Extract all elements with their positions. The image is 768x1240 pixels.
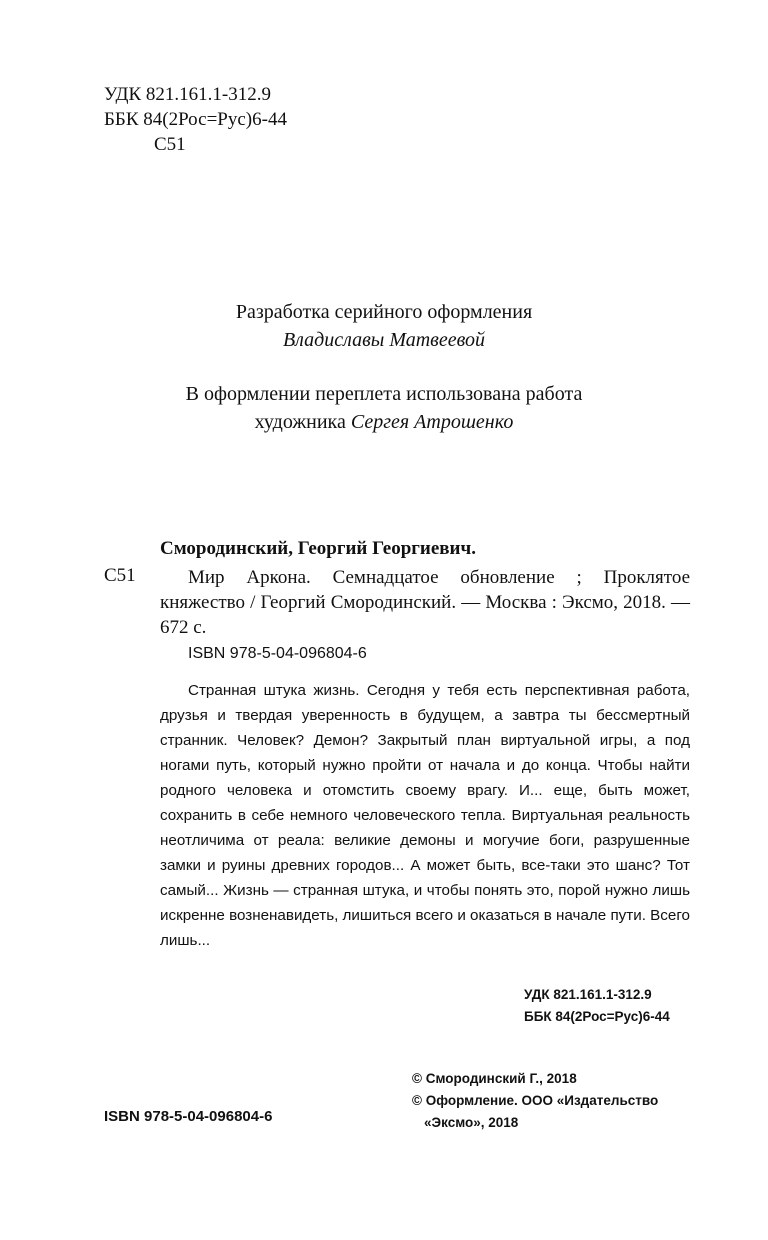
copyright-design-line2: «Эксмо», 2018 xyxy=(424,1115,519,1130)
copyright-block xyxy=(412,1068,658,1134)
binding-credit xyxy=(0,380,768,436)
bibliography-author-heading: Смородинский, Георгий Георгиевич. xyxy=(160,538,476,559)
binding-artist-name: Сергея Атрошенко xyxy=(350,411,514,433)
binding-artist-prefix: художника xyxy=(254,411,346,433)
series-design-line: Разработка серийного оформления xyxy=(235,301,533,323)
series-designer-name: Владиславы Матвеевой xyxy=(282,329,486,351)
binding-line: В оформлении переплета использована работа xyxy=(185,383,583,405)
udk-code: УДК 821.161.1-312.9 xyxy=(104,84,271,105)
author-mark: С51 xyxy=(154,134,186,155)
bottom-classification-codes xyxy=(524,984,670,1028)
top-classification-codes xyxy=(104,82,287,157)
bottom-bbk-code: ББК 84(2Рос=Рус)6-44 xyxy=(524,1009,670,1024)
bottom-isbn: ISBN 978-5-04-096804-6 xyxy=(104,1108,273,1125)
bibliography-author-mark: С51 xyxy=(104,565,136,586)
bibliography-description xyxy=(160,565,690,640)
bibliography-text: Мир Аркона. Семнадцатое обновление ; Проклятое княжество / Георгий Смородинский. — Москва : Эксмо, 2018. — 672 с. xyxy=(160,567,690,638)
annotation-text: Странная штука жизнь. Сегодня у тебя есть перспективная работа, друзья и твердая уверенность в будущем, а завтра ты бессмертный странник. Человек? Демон? Закрытый план виртуальной игры, а под ногами путь, который нужно пройти от начала и до конца. Чтобы найти родного человека и отомстить своему врагу. И... еще, быть может, сохранить в себе немного человеческого тепла. Виртуальная реальность неотличима от реала: великие демоны и могучие боги, разрушенные замки и руины древних городов... А может быть, все-таки это шанс? Тот самый... Жизнь — странная штука, и чтобы понять это, порой нужно лишь искренне возненавидеть, лишиться всего и оказаться в начале пути. Всего лишь... xyxy=(160,682,690,949)
bbk-code: ББК 84(2Рос=Рус)6-44 xyxy=(104,109,287,130)
copyright-design-line1: © Оформление. ООО «Издательство xyxy=(412,1093,659,1108)
copyright-author: © Смородинский Г., 2018 xyxy=(412,1071,577,1086)
bottom-udk-code: УДК 821.161.1-312.9 xyxy=(524,987,652,1002)
series-design-credit xyxy=(0,298,768,354)
bibliography-isbn: ISBN 978-5-04-096804-6 xyxy=(188,645,367,662)
